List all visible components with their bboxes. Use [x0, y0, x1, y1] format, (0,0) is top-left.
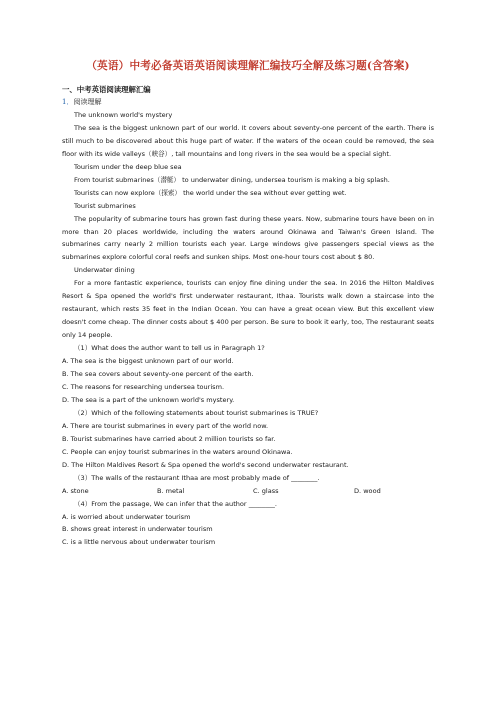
question-stem: （4）From the passage, We can infer that the author ________. — [74, 499, 277, 508]
answer-option: D. wood — [354, 486, 381, 495]
passage-heading: Tourism under the deep blue sea — [74, 162, 182, 171]
passage-heading: Underwater dining — [74, 266, 135, 275]
passage-paragraph: The sea is the biggest unknown part of our world. It covers about seventy-one percent of the earth. There is still much to be discovered about this huge part of water. If the waters of the ocean could be removed, the sea floor with its wide valleys（峡谷）, tall mountains and long rivers in the sea would be a special sight. — [62, 123, 434, 158]
document-body — [62, 83, 434, 549]
answer-option: A. stone — [62, 486, 89, 495]
passage-paragraph: For a more fantastic experience, tourists can enjoy fine dining under the sea. In 2016 the Hilton Maldives Resort & Spa opened the world's first underwater restaurant, Ithaa. Tourists walk down a staircase into the restaurant, which rests 35 feet in the Indian Ocean. You can have a great ocean view. But this excellent view doesn't come cheap. The dinner costs about $ 400 per person. Be sure to book it early, too, The restaurant seats only 14 people. — [62, 279, 434, 340]
answer-option: D. The sea is a part of the unknown world's mystery. — [62, 395, 235, 404]
answer-option: D. The Hilton Maldives Resort & Spa opened the world's second underwater restaurant. — [62, 460, 349, 469]
answer-options-row — [62, 485, 434, 498]
question-3 — [62, 472, 434, 498]
answer-option: A. The sea is the biggest unknown part of our world. — [62, 357, 234, 366]
answer-option: C. is a little nervous about underwater tourism — [62, 538, 216, 547]
answer-option: B. metal — [157, 486, 185, 495]
subheading — [62, 96, 434, 109]
subheading-number: 1． — [62, 98, 74, 106]
passage-title: The unknown world's mystery — [74, 110, 173, 119]
answer-option: C. The reasons for researching undersea tourism. — [62, 382, 225, 391]
question-stem: （3）The walls of the restaurant Ithaa are most probably made of ________. — [74, 473, 320, 482]
answer-option: B. The sea covers about seventy-one percent of the earth. — [62, 370, 254, 379]
section-heading: 一、中考英语阅读理解汇编 — [62, 85, 151, 94]
document-title: （英语）中考必备英语英语阅读理解汇编技巧全解及练习题(含答案) — [86, 60, 410, 72]
passage-heading: Tourist submarines — [74, 201, 136, 210]
answer-option: B. Tourist submarines have carried about 2 million tourists so far. — [62, 434, 276, 443]
answer-option: C. People can enjoy tourist submarines in the waters around Okinawa. — [62, 447, 293, 456]
answer-option: A. is worried about underwater tourism — [62, 512, 191, 521]
answer-option: B. shows great interest in underwater tourism — [62, 525, 213, 534]
subheading-text: 阅读理解 — [73, 98, 102, 106]
question-stem: （1）What does the author want to tell us in Paragraph 1? — [74, 344, 265, 353]
passage-paragraph: Tourists can now explore（探索） the world under the sea without ever getting wet. — [74, 188, 347, 197]
question-4 — [62, 498, 434, 550]
answer-option: C. glass — [253, 486, 279, 495]
question-stem: （2）Which of the following statements about tourist submarines is TRUE? — [74, 408, 319, 417]
passage-paragraph: From tourist submarines（潜艇） to underwater dining, undersea tourism is making a big splash. — [74, 175, 390, 184]
passage-paragraph: The popularity of submarine tours has grown fast during these years. Now, submarine tours have been on in more than 20 places worldwide, including the waters around Okinawa and Taiwan's Green Island. The submarines carry nearly 2 million tourists each year. Large windows give passengers special views as the submarines explore colorful coral reefs and sunken ships. Most one-hour tours cost about $ 80. — [62, 214, 434, 262]
question-2 — [62, 407, 434, 472]
answer-option: A. There are tourist submarines in every part of the world now. — [62, 421, 269, 430]
question-1 — [62, 342, 434, 407]
